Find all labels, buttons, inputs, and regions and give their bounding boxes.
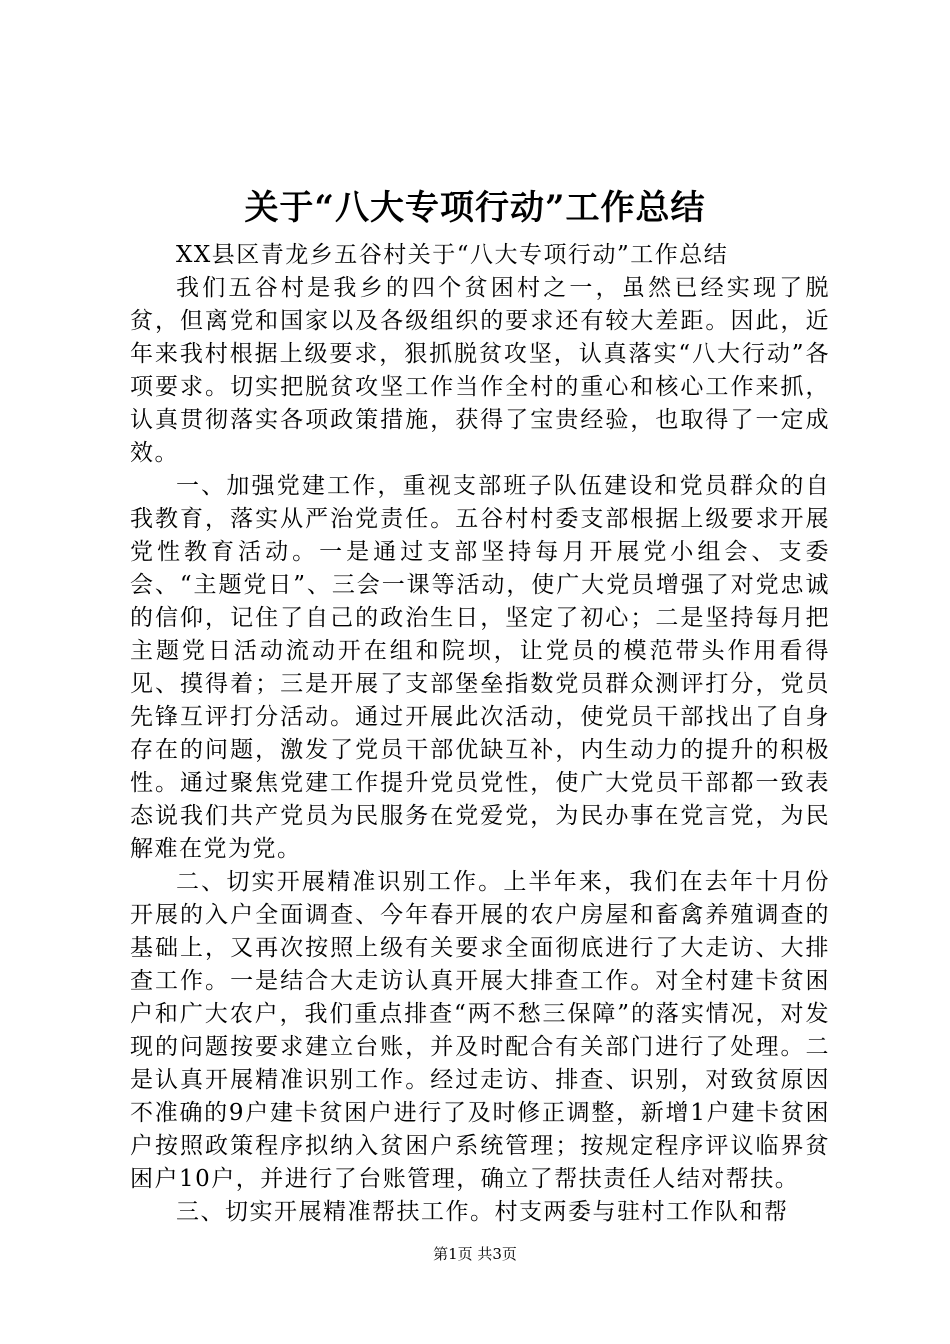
document-title: 关于“八大专项行动”工作总结 <box>244 188 706 228</box>
page-number-footer: 第1页 共3页 <box>433 1245 517 1263</box>
body-paragraph: 一、加强党建工作，重视支部班子队伍建设和党员群众的自我教育，落实从严治党责任。五谷村村委支部根据上级要求开展党性教育活动。一是通过支部坚持每月开展党小组会、支委会、“主题党日”、三会一课等活动，使广大党员增强了对党忠诚的信仰，记住了自己的政治生日，坚定了初心；二是坚持每月把主题党日活动流动开在组和院坝，让党员的模范带头作用看得见、摸得着；三是开展了支部堡垒指数党员群众测评打分，党员先锋互评打分活动。通过开展此次活动，使党员干部找出了自身存在的问题，激发了党员干部优缺互补，内生动力的提升的积极性。通过聚焦党建工作提升党员党性，使广大党员干部都一致表态说我们共产党员为民服务在党爱党，为民办事在党言党，为民解难在党为党。 <box>130 473 830 862</box>
body-paragraph: 三、切实开展精准帮扶工作。村支两委与驻村工作队和帮 <box>176 1199 789 1225</box>
subtitle-paragraph: XX县区青龙乡五谷村关于“八大专项行动”工作总结 <box>176 242 729 268</box>
document-body <box>130 239 830 1229</box>
body-paragraph: 我们五谷村是我乡的四个贫困村之一，虽然已经实现了脱贫，但离党和国家以及各级组织的要求还有较大差距。因此，近年来我村根据上级要求，狠抓脱贫攻坚，认真落实“八大行动”各项要求。切实把脱贫攻坚工作当作全村的重心和核心工作来抓，认真贯彻落实各项政策措施，获得了宝贵经验，也取得了一定成效。 <box>130 275 830 466</box>
body-paragraph: 二、切实开展精准识别工作。上半年来，我们在去年十月份开展的入户全面调查、今年春开展的农户房屋和畜禽养殖调查的基础上，又再次按照上级有关要求全面彻底进行了大走访、大排查工作。一是结合大走访认真开展大排查工作。对全村建卡贫困户和广大农户，我们重点排查“两不愁三保障”的落实情况，对发现的问题按要求建立台账，并及时配合有关部门进行了处理。二是认真开展精准识别工作。经过走访、排查、识别，对致贫原因不准确的9户建卡贫困户进行了及时修正调整，新增1户建卡贫困户按照政策程序拟纳入贫困户系统管理；按规定程序评议临界贫困户10户，并进行了台账管理，确立了帮扶责任人结对帮扶。 <box>130 869 830 1192</box>
